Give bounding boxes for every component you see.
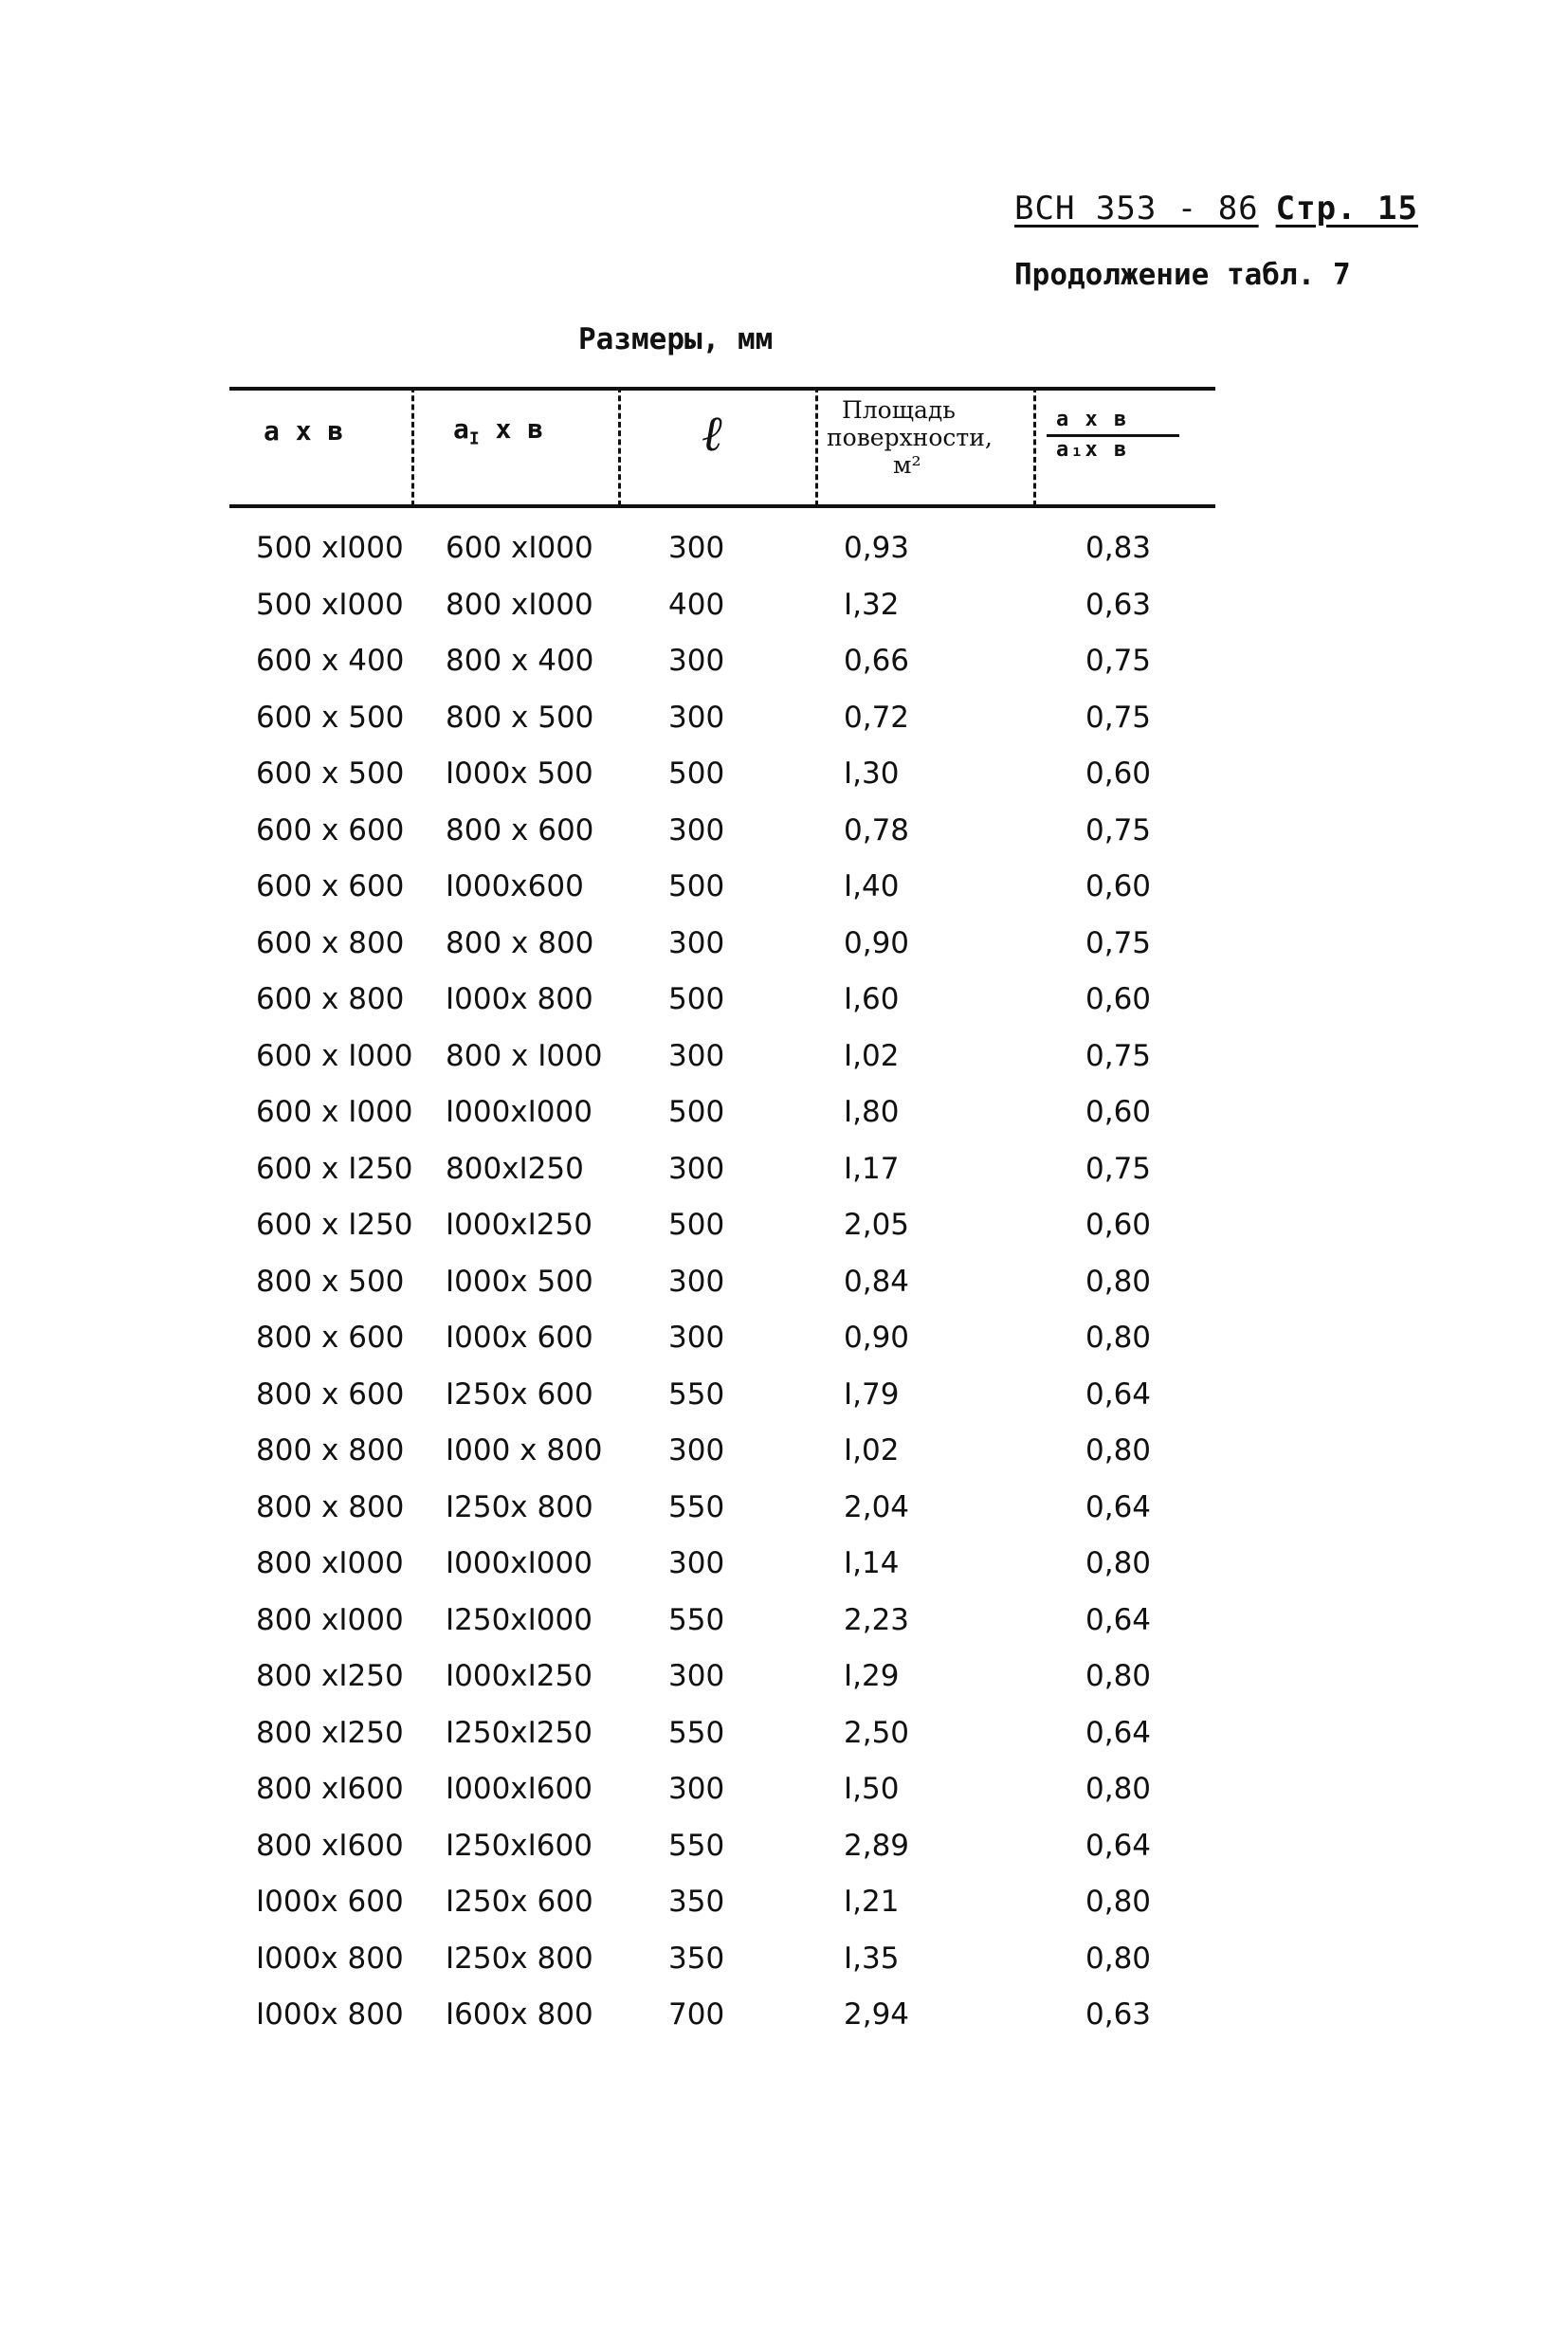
cell-a1b: 800 х 500: [446, 701, 594, 735]
cell-a1b: I000хI600: [446, 1772, 593, 1806]
cell-ratio: 0,63: [1085, 1997, 1152, 2032]
cell-a1b: I000хI250: [446, 1659, 593, 1693]
table-row: [0, 1321, 1568, 1362]
cell-area: I,40: [844, 869, 900, 903]
cell-ratio: 0,75: [1085, 644, 1152, 678]
cell-ab: 600 х I000: [256, 1095, 413, 1129]
cell-ab: 600 х 600: [256, 869, 405, 903]
cell-a1b: I000х 500: [446, 757, 593, 791]
table-row: [0, 588, 1568, 629]
cell-length: 300: [668, 1433, 725, 1468]
cell-length: 300: [668, 644, 725, 678]
cell-area: I,14: [844, 1546, 900, 1580]
cell-length: 300: [668, 1772, 725, 1806]
cell-a1b: 800хI250: [446, 1152, 584, 1186]
column-divider: [411, 387, 414, 506]
table-header: [229, 387, 1215, 506]
table-row: [0, 1659, 1568, 1701]
cell-a1b: I000х 600: [446, 1321, 593, 1355]
column-divider: [815, 387, 818, 506]
cell-a1b: I000хI250: [446, 1208, 593, 1242]
cell-a1b: 800 хI000: [446, 588, 593, 622]
cell-ab: 600 х I000: [256, 1039, 413, 1073]
header-a1b: [453, 413, 543, 449]
cell-length: 300: [668, 1546, 725, 1580]
cell-length: 300: [668, 813, 725, 848]
cell-area: I,35: [844, 1942, 900, 1976]
cell-ab: 500 хI000: [256, 531, 404, 565]
cell-ratio: 0,80: [1085, 1942, 1152, 1976]
cell-ab: 800 хI250: [256, 1659, 404, 1693]
cell-length: 500: [668, 982, 725, 1016]
header-a1b-base: a: [453, 413, 469, 445]
cell-a1b: I250х 800: [446, 1942, 593, 1976]
table-continuation-label: Продолжение табл. 7: [1014, 258, 1351, 292]
cell-ratio: 0,60: [1085, 869, 1152, 903]
cell-ab: I000х 600: [256, 1885, 404, 1919]
table-row: [0, 1433, 1568, 1475]
cell-ab: 800 хI600: [256, 1772, 404, 1806]
cell-area: 0,90: [844, 926, 910, 960]
table-row: [0, 1039, 1568, 1081]
cell-ratio: 0,80: [1085, 1433, 1152, 1468]
header-area-line1: Площадь: [842, 396, 956, 424]
cell-area: 0,93: [844, 531, 910, 565]
table-row: [0, 531, 1568, 573]
doc-code: ВСН 353 - 86: [1014, 190, 1259, 228]
cell-a1b: 800 х I000: [446, 1039, 603, 1073]
cell-ab: 600 х I250: [256, 1208, 413, 1242]
cell-ab: 600 х 500: [256, 701, 405, 735]
cell-length: 550: [668, 1490, 725, 1524]
cell-length: 300: [668, 1659, 725, 1693]
cell-a1b: I250хI600: [446, 1829, 593, 1863]
cell-a1b: 600 хI000: [446, 531, 593, 565]
cell-length: 350: [668, 1885, 725, 1919]
cell-area: 0,66: [844, 644, 910, 678]
cell-a1b: 800 х 400: [446, 644, 594, 678]
page-number: Стр. 15: [1275, 190, 1418, 228]
cell-length: 550: [668, 1716, 725, 1750]
cell-length: 300: [668, 701, 725, 735]
table-row: [0, 982, 1568, 1024]
table-row: [0, 1716, 1568, 1758]
cell-length: 500: [668, 1095, 725, 1129]
header-area-line3: м²: [893, 451, 921, 479]
table-row: [0, 1829, 1568, 1870]
cell-a1b: I000х 500: [446, 1265, 593, 1299]
cell-area: 2,50: [844, 1716, 910, 1750]
cell-area: 0,72: [844, 701, 910, 735]
cell-length: 300: [668, 1039, 725, 1073]
cell-ratio: 0,75: [1085, 813, 1152, 848]
table-row: [0, 1152, 1568, 1194]
cell-area: 2,05: [844, 1208, 910, 1242]
cell-length: 700: [668, 1997, 725, 2032]
cell-a1b: I600х 800: [446, 1997, 593, 2032]
cell-a1b: I250хI250: [446, 1716, 593, 1750]
cell-ratio: 0,80: [1085, 1546, 1152, 1580]
cell-area: I,79: [844, 1377, 900, 1412]
cell-ratio: 0,75: [1085, 1039, 1152, 1073]
cell-a1b: I250х 800: [446, 1490, 593, 1524]
cell-length: 300: [668, 531, 725, 565]
cell-area: 2,89: [844, 1829, 910, 1863]
cell-ratio: 0,80: [1085, 1659, 1152, 1693]
cell-area: 0,90: [844, 1321, 910, 1355]
cell-area: I,17: [844, 1152, 900, 1186]
cell-a1b: I250хI000: [446, 1603, 593, 1637]
cell-ratio: 0,80: [1085, 1885, 1152, 1919]
table-row: [0, 1997, 1568, 2039]
cell-ratio: 0,60: [1085, 982, 1152, 1016]
table-row: [0, 1265, 1568, 1306]
header-bottom-rule: [229, 504, 1215, 508]
table-row: [0, 1377, 1568, 1419]
cell-length: 300: [668, 926, 725, 960]
cell-area: 2,23: [844, 1603, 910, 1637]
cell-ab: 600 х 400: [256, 644, 405, 678]
cell-ab: 600 х 600: [256, 813, 405, 848]
table-row: [0, 757, 1568, 798]
header-ab: a x в: [264, 415, 344, 447]
units-caption: Размеры, мм: [578, 322, 774, 356]
table-row: [0, 869, 1568, 911]
table-row: [0, 1603, 1568, 1645]
cell-ab: 500 хI000: [256, 588, 404, 622]
cell-area: 0,84: [844, 1265, 910, 1299]
cell-a1b: I000хI000: [446, 1095, 593, 1129]
cell-area: I,29: [844, 1659, 900, 1693]
cell-area: I,02: [844, 1433, 900, 1468]
cell-ab: 600 х 800: [256, 926, 405, 960]
table-row: [0, 701, 1568, 742]
cell-length: 400: [668, 588, 725, 622]
cell-length: 500: [668, 869, 725, 903]
cell-ratio: 0,63: [1085, 588, 1152, 622]
cell-length: 500: [668, 757, 725, 791]
cell-area: 2,94: [844, 1997, 910, 2032]
column-divider: [618, 387, 621, 506]
cell-length: 550: [668, 1829, 725, 1863]
cell-a1b: 800 х 800: [446, 926, 594, 960]
cell-ratio: 0,83: [1085, 531, 1152, 565]
cell-length: 300: [668, 1321, 725, 1355]
cell-ratio: 0,75: [1085, 926, 1152, 960]
column-divider: [1033, 387, 1036, 506]
cell-ab: 800 хI600: [256, 1829, 404, 1863]
cell-ratio: 0,60: [1085, 1208, 1152, 1242]
cell-ab: 600 х 500: [256, 757, 405, 791]
table-row: [0, 813, 1568, 855]
cell-ratio: 0,64: [1085, 1829, 1152, 1863]
cell-ab: 800 х 600: [256, 1321, 405, 1355]
cell-ratio: 0,75: [1085, 1152, 1152, 1186]
cell-a1b: I000 х 800: [446, 1433, 603, 1468]
cell-ratio: 0,64: [1085, 1716, 1152, 1750]
cell-area: I,60: [844, 982, 900, 1016]
cell-ab: 800 хI250: [256, 1716, 404, 1750]
cell-a1b: I250х 600: [446, 1377, 593, 1412]
table-row: [0, 1208, 1568, 1249]
cell-ab: 800 х 800: [256, 1433, 405, 1468]
table-row: [0, 1546, 1568, 1588]
header-ratio-denominator: a₁x в: [1056, 438, 1129, 462]
table-row: [0, 1772, 1568, 1814]
cell-area: I,30: [844, 757, 900, 791]
table-row: [0, 926, 1568, 968]
cell-area: I,21: [844, 1885, 900, 1919]
cell-ab: 800 х 600: [256, 1377, 405, 1412]
cell-a1b: I000х 800: [446, 982, 593, 1016]
cell-length: 350: [668, 1942, 725, 1976]
header-length: ℓ: [702, 406, 722, 463]
cell-area: 0,78: [844, 813, 910, 848]
cell-area: I,02: [844, 1039, 900, 1073]
header-top-rule: [229, 387, 1215, 391]
cell-a1b: I250х 600: [446, 1885, 593, 1919]
cell-ratio: 0,75: [1085, 701, 1152, 735]
cell-ab: I000х 800: [256, 1997, 404, 2032]
cell-ab: 800 хI000: [256, 1546, 404, 1580]
cell-ab: 800 х 500: [256, 1265, 405, 1299]
cell-length: 300: [668, 1152, 725, 1186]
cell-ratio: 0,64: [1085, 1603, 1152, 1637]
table-row: [0, 1942, 1568, 1983]
header-a1b-rest: x в: [479, 413, 544, 445]
header-ratio-bar: [1047, 434, 1179, 437]
cell-a1b: I000хI000: [446, 1546, 593, 1580]
document-reference: [1014, 190, 1418, 228]
table-row: [0, 1885, 1568, 1926]
cell-area: I,32: [844, 588, 900, 622]
cell-length: 550: [668, 1603, 725, 1637]
cell-ratio: 0,64: [1085, 1490, 1152, 1524]
cell-ab: I000х 800: [256, 1942, 404, 1976]
cell-ab: 800 х 800: [256, 1490, 405, 1524]
table-row: [0, 644, 1568, 685]
cell-area: I,50: [844, 1772, 900, 1806]
cell-area: 2,04: [844, 1490, 910, 1524]
table-row: [0, 1490, 1568, 1532]
header-area: [827, 396, 993, 479]
cell-ratio: 0,60: [1085, 1095, 1152, 1129]
cell-ratio: 0,60: [1085, 757, 1152, 791]
cell-ratio: 0,64: [1085, 1377, 1152, 1412]
cell-length: 500: [668, 1208, 725, 1242]
header-a1b-sub: I: [468, 428, 480, 449]
cell-length: 300: [668, 1265, 725, 1299]
table-row: [0, 1095, 1568, 1137]
cell-length: 550: [668, 1377, 725, 1412]
cell-area: I,80: [844, 1095, 900, 1129]
cell-ab: 800 хI000: [256, 1603, 404, 1637]
header-ratio-numerator: a x в: [1056, 408, 1129, 431]
cell-ratio: 0,80: [1085, 1321, 1152, 1355]
cell-ratio: 0,80: [1085, 1265, 1152, 1299]
cell-ab: 600 х 800: [256, 982, 405, 1016]
cell-a1b: I000х600: [446, 869, 584, 903]
cell-ratio: 0,80: [1085, 1772, 1152, 1806]
cell-ab: 600 х I250: [256, 1152, 413, 1186]
cell-a1b: 800 х 600: [446, 813, 594, 848]
header-area-line2: поверхности,: [827, 424, 993, 451]
